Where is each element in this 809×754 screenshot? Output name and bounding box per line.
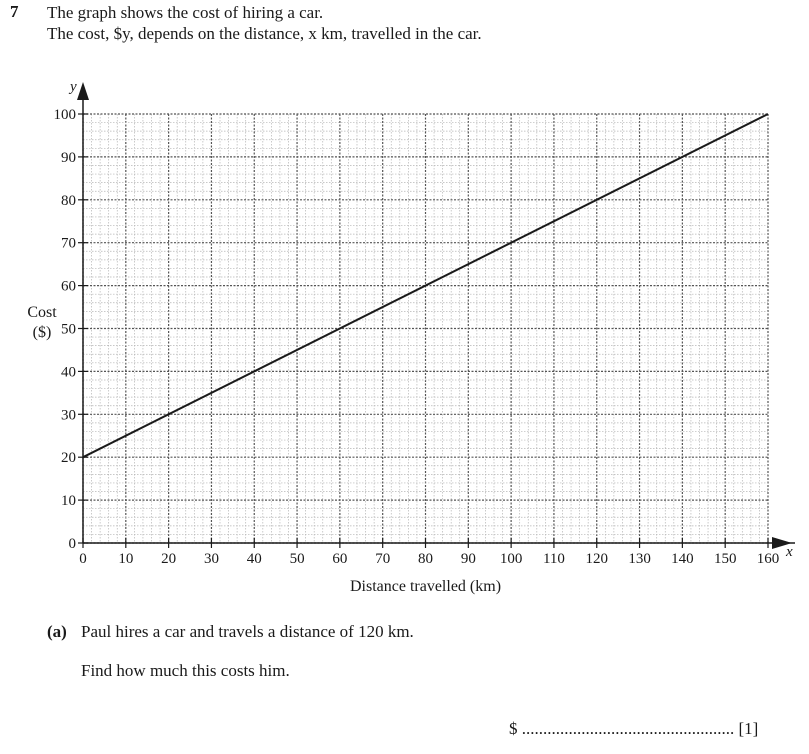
x-tick-label: 90 <box>460 551 476 567</box>
y-tick-label: 0 <box>68 536 76 552</box>
x-tick-label: 40 <box>246 551 262 567</box>
x-tick-label: 130 <box>628 551 651 567</box>
y-tick-label: 50 <box>61 321 76 338</box>
x-tick-label: 120 <box>585 551 608 567</box>
x-tick-label: 10 <box>118 551 134 567</box>
question-number: 7 <box>10 2 19 21</box>
y-tick-label: 30 <box>61 407 76 424</box>
y-tick-label: 90 <box>61 149 76 166</box>
x-tick-label: 140 <box>671 551 694 567</box>
part-a-instruction: Find how much this costs him. <box>81 661 290 680</box>
x-tick-label: 20 <box>161 551 177 567</box>
answer-dots: .................................................. <box>521 719 735 738</box>
y-tick-label: 100 <box>53 107 76 123</box>
answer-line <box>509 719 758 739</box>
y-axis-variable: y <box>70 79 77 95</box>
y-tick-label: 70 <box>61 235 76 252</box>
x-tick-label: 0 <box>79 551 87 567</box>
y-tick-label: 80 <box>61 192 76 209</box>
x-tick-label: 60 <box>332 551 348 567</box>
answer-marks: [1] <box>738 719 759 738</box>
x-tick-label: 110 <box>542 551 565 567</box>
y-tick-label: 40 <box>61 364 76 381</box>
x-tick-label: 160 <box>756 551 780 567</box>
x-tick-label: 80 <box>418 551 433 567</box>
part-a-text: Paul hires a car and travels a distance of 120 km. <box>81 622 414 641</box>
x-tick-label: 150 <box>713 551 737 567</box>
y-tick-label: 20 <box>61 450 76 467</box>
part-a-label: (a) <box>47 622 67 641</box>
intro-line-1: The graph shows the cost of hiring a car. <box>47 3 324 22</box>
x-tick-label: 30 <box>203 551 219 567</box>
x-axis-variable: x <box>786 544 793 560</box>
x-tick-label: 50 <box>289 551 305 567</box>
y-axis-arrow-icon <box>77 82 89 100</box>
answer-currency: $ <box>509 719 518 738</box>
x-tick-label: 100 <box>499 551 523 567</box>
x-tick-label: 70 <box>375 551 391 567</box>
y-axis-label-unit: ($) <box>32 324 52 341</box>
x-axis-label: Distance travelled (km) <box>349 578 502 595</box>
y-tick-label: 10 <box>61 493 76 510</box>
y-tick-label: 60 <box>61 278 76 295</box>
y-axis-label: Cost <box>27 304 57 321</box>
intro-line-2: The cost, $y, depends on the distance, x km, travelled in the car. <box>47 24 482 43</box>
